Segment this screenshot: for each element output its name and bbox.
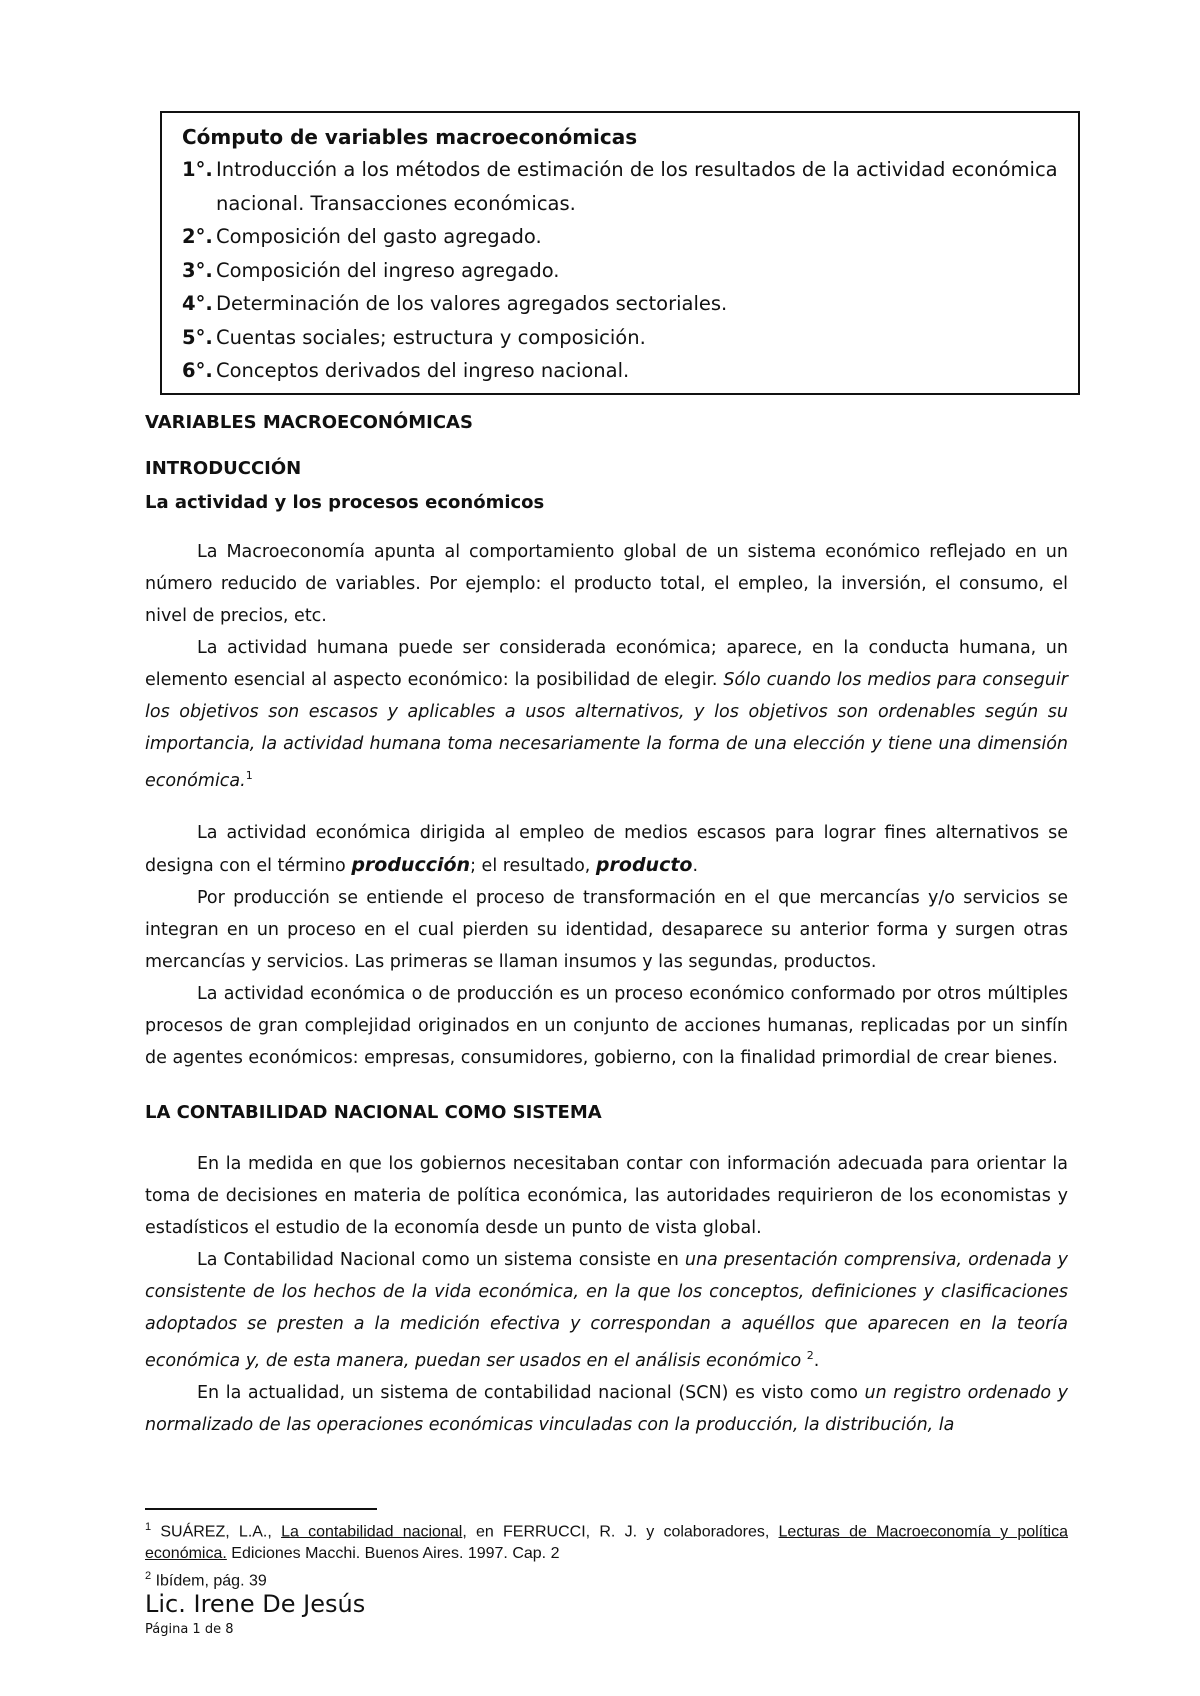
- footnote-text: SUÁREZ, L.A.,: [151, 1523, 282, 1541]
- paragraph: [145, 1244, 1068, 1377]
- footnotes: [145, 1508, 1068, 1593]
- topic-text: Introducción a los métodos de estimación de los resultados de la actividad económica nacional. Transacciones económicas.: [216, 158, 1058, 215]
- topics-box: [160, 111, 1080, 395]
- paragraph-text: .: [813, 1350, 820, 1371]
- quote-italic: una presentación comprensiva, ordenada y consistente de los hechos de la vida económica, en la que los conceptos, definiciones y clasificaciones adoptados se presten a la medición efectiva y correspondan a aquéllos que aparecen en la teoría económica y, de esta manera, puedan ser usados en el análisis económico: [145, 1249, 1068, 1371]
- main-content: [145, 410, 1068, 1441]
- topic-item: [182, 220, 1064, 254]
- term-produccion: producción: [351, 853, 471, 876]
- paragraph-text: La Contabilidad Nacional como un sistema consiste en: [197, 1249, 685, 1270]
- paragraph: La actividad económica o de producción es un proceso económico conformado por otros múltiples procesos de gran complejidad originados en un conjunto de acciones humanas, replicadas por un sinfín de agentes económicos: empresas, consumidores, gobierno, con la finalidad primordial de crear bienes.: [145, 983, 1068, 1068]
- topic-text: Conceptos derivados del ingreso nacional.: [216, 359, 630, 382]
- footnote-1: [145, 1516, 1068, 1565]
- paragraph-text: La actividad humana puede ser considerada económica; aparece, en la conducta humana, un elemento esencial al aspecto económico: la posibilidad de elegir.: [145, 638, 1068, 690]
- paragraph-text: .: [692, 855, 699, 876]
- footnote-ref: 1: [245, 769, 253, 782]
- paragraph-text: La actividad económica dirigida al empleo de medios escasos para lograr fines alternativos se designa con el término: [145, 822, 1068, 876]
- topic-item: [182, 254, 1064, 288]
- section-subsubtitle: La actividad y los procesos económicos: [145, 492, 545, 513]
- quote-italic: Sólo cuando los medios para conseguir los objetivos son escasos y aplicables a usos alternativos, y los objetivos son ordenables según su importancia, la actividad humana toma necesariamente la forma de una elección y tiene una dimensión económica.: [145, 670, 1068, 791]
- quote-italic: un registro ordenado y normalizado de las operaciones económicas vinculadas con la producción, la distribución, la: [145, 1382, 1068, 1435]
- topics-box-title: Cómputo de variables macroeconómicas: [182, 125, 638, 149]
- paragraph: [145, 1377, 1068, 1441]
- paragraph: [145, 632, 1068, 797]
- topic-text: Determinación de los valores agregados sectoriales.: [216, 292, 728, 315]
- topic-text: Composición del ingreso agregado.: [216, 258, 560, 282]
- topic-number: 6°.: [182, 359, 213, 382]
- topic-item: [182, 321, 1064, 355]
- term-producto: producto: [595, 853, 693, 876]
- footnote-text: Ibídem, pág. 39: [151, 1572, 267, 1590]
- section-title: LA CONTABILIDAD NACIONAL COMO SISTEMA: [145, 1101, 602, 1123]
- page-number: Página 1 de 8: [145, 1622, 234, 1637]
- topic-number: 3°.: [182, 258, 213, 282]
- topic-item: [182, 153, 1064, 220]
- paragraph: Por producción se entiende el proceso de transformación en el que mercancías y/o servicios se integran en un proceso en el cual pierden su identidad, desaparece su anterior forma y surgen otras mercancías y servicios. Las primeras se llaman insumos y las segundas, productos.: [145, 887, 1068, 972]
- topic-number: 2°.: [182, 225, 213, 248]
- paragraph-text: En la actualidad, un sistema de contabilidad nacional (SCN) es visto como: [197, 1382, 865, 1403]
- page-footer: [145, 1588, 365, 1640]
- topic-item: [182, 354, 1064, 388]
- paragraph: En la medida en que los gobiernos necesitaban contar con información adecuada para orientar la toma de decisiones en materia de política económica, las autoridades requirieron de los economistas y estadísticos el estudio de la economía desde un punto de vista global.: [145, 1153, 1068, 1238]
- footer-author: Lic. Irene De Jesús: [145, 1590, 366, 1618]
- paragraph: [145, 817, 1068, 882]
- footnote-text: , en FERRUCCI, R. J. y colaboradores,: [462, 1523, 779, 1541]
- footnote-book-title: Lecturas de Macroeconomía y política económica.: [145, 1523, 1069, 1563]
- topic-number: 4°.: [182, 292, 213, 315]
- footnote-text: Ediciones Macchi. Buenos Aires. 1997. Cap. 2: [226, 1545, 560, 1563]
- footnote-work-title: La contabilidad nacional: [281, 1523, 463, 1541]
- section-title: VARIABLES MACROECONÓMICAS: [145, 412, 473, 433]
- footnote-separator: [145, 1508, 377, 1510]
- topics-list: [182, 153, 1064, 388]
- topic-number: 5°.: [182, 325, 213, 349]
- section-subtitle: INTRODUCCIÓN: [145, 458, 302, 479]
- topic-text: Cuentas sociales; estructura y composición.: [216, 325, 646, 349]
- topic-text: Composición del gasto agregado.: [216, 225, 542, 248]
- topic-item: [182, 287, 1064, 321]
- paragraph-text: ; el resultado,: [470, 855, 596, 876]
- footnote-number: 1: [145, 1521, 152, 1533]
- paragraph: La Macroeconomía apunta al comportamiento global de un sistema económico reflejado en un número reducido de variables. Por ejemplo: el producto total, el empleo, la inversión, el consumo, el nivel de precios, etc.: [145, 542, 1068, 626]
- topic-number: 1°.: [182, 158, 213, 181]
- footnote-ref: 2: [806, 1348, 814, 1362]
- footnote-number: 2: [145, 1570, 152, 1583]
